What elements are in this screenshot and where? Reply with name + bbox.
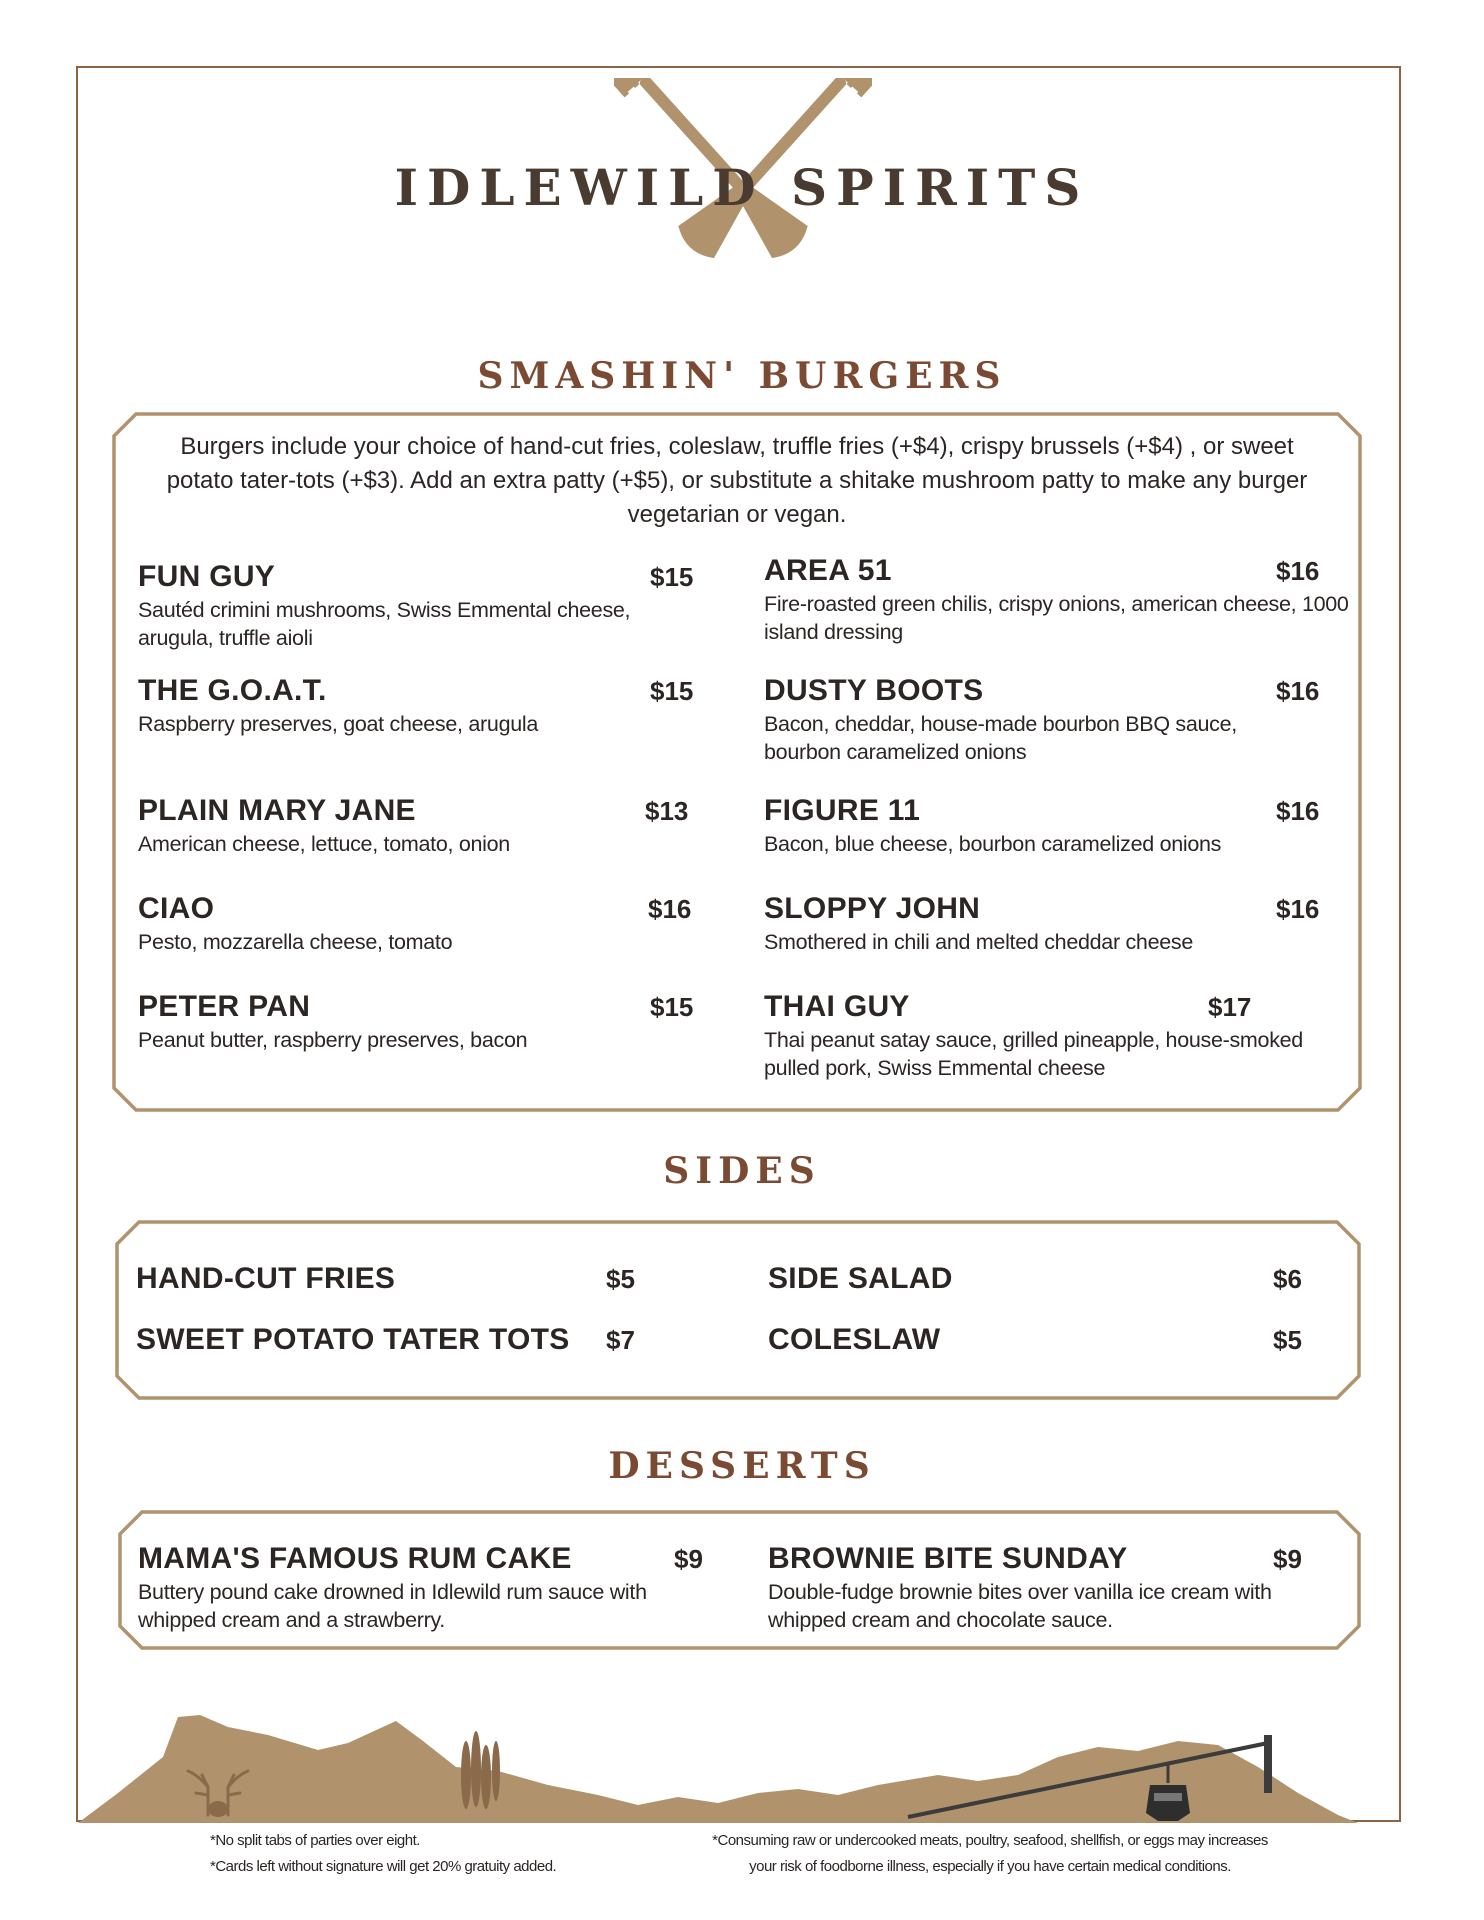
item-price: $9 <box>1273 1544 1302 1574</box>
item-description: Bacon, blue cheese, bourbon caramelized onions <box>764 832 1222 856</box>
item-price: $16 <box>1276 676 1320 706</box>
burgers-section-title: SMASHIN' BURGERS <box>477 355 1007 397</box>
panel-border <box>115 1220 1361 1400</box>
sides-section-title: SIDES <box>663 1150 821 1192</box>
item-description: Pesto, mozzarella cheese, tomato <box>138 930 453 954</box>
footer-note: *Consuming raw or undercooked meats, poultry, seafood, shellfish, or eggs may increases <box>712 1832 1268 1849</box>
item-name: PETER PAN <box>138 990 311 1023</box>
item-description: Sautéd crimini mushrooms, Swiss Emmental cheese, arugula, truffle aioli <box>138 598 631 650</box>
item-price: $16 <box>1276 796 1320 826</box>
item-name: DUSTY BOOTS <box>764 674 984 707</box>
item-description: Thai peanut satay sauce, grilled pineapple, house-smoked pulled pork, Swiss Emmental cheese <box>764 1028 1303 1080</box>
item-name: PLAIN MARY JANE <box>138 794 416 827</box>
item-price: $16 <box>648 894 692 924</box>
item-name: AREA 51 <box>764 554 892 587</box>
item-price: $6 <box>1273 1264 1302 1294</box>
item-description: Buttery pound cake drowned in Idlewild rum sauce with whipped cream and a strawberry. <box>138 1580 647 1632</box>
item-description: American cheese, lettuce, tomato, onion <box>138 832 510 856</box>
item-name: SLOPPY JOHN <box>764 892 981 925</box>
footer-note: your risk of foodborne illness, especially if you have certain medical conditions. <box>749 1858 1231 1875</box>
footer-note: *No split tabs of parties over eight. <box>210 1832 420 1849</box>
item-price: $9 <box>674 1544 703 1574</box>
footer-notes-right <box>680 1828 1300 1880</box>
item-name: FUN GUY <box>138 560 276 593</box>
item-name: COLESLAW <box>768 1323 941 1356</box>
item-description: Peanut butter, raspberry preserves, bacon <box>138 1028 528 1052</box>
item-price: $13 <box>645 796 689 826</box>
sides-panel <box>115 1220 1361 1400</box>
footer-notes-left <box>210 1828 556 1880</box>
item-name: THE G.O.A.T. <box>138 674 327 707</box>
item-price: $17 <box>1208 992 1252 1022</box>
item-description: Smothered in chili and melted cheddar cheese <box>764 930 1194 954</box>
item-description: Fire-roasted green chilis, crispy onions, american cheese, 1000 island dressing <box>764 592 1349 644</box>
desserts-section-title: DESSERTS <box>608 1445 876 1487</box>
brand-name: IDLEWILD SPIRITS <box>394 158 1090 217</box>
item-price: $5 <box>606 1264 635 1294</box>
item-price: $15 <box>650 992 694 1022</box>
burgers-intro: Burgers include your choice of hand-cut fries, coleslaw, truffle fries (+$4), crispy brussels (+$4) , or sweet potato tater-tots (+$3). Add an extra patty (+$5), or substitute a shitake mushroom patty to make any burger vegetarian or vegan. <box>166 433 1308 528</box>
item-price: $16 <box>1276 894 1320 924</box>
item-name: THAI GUY <box>764 990 910 1023</box>
item-name: CIAO <box>138 892 215 925</box>
item-name: SIDE SALAD <box>768 1262 953 1295</box>
mountain-landscape <box>78 1705 1402 1823</box>
item-name: BROWNIE BITE SUNDAY <box>768 1542 1128 1575</box>
item-name: FIGURE 11 <box>764 794 921 827</box>
item-description: Double-fudge brownie bites over vanilla ice cream with whipped cream and chocolate sauce. <box>768 1580 1272 1632</box>
item-price: $15 <box>650 676 694 706</box>
item-description: Bacon, cheddar, house-made bourbon BBQ sauce, bourbon caramelized onions <box>764 712 1237 764</box>
desserts-panel <box>118 1510 1361 1650</box>
item-price: $15 <box>650 562 694 592</box>
item-name: MAMA'S FAMOUS RUM CAKE <box>138 1542 572 1575</box>
burgers-panel <box>112 412 1362 1112</box>
item-price: $16 <box>1276 556 1320 586</box>
item-name: SWEET POTATO TATER TOTS <box>136 1323 570 1356</box>
item-price: $7 <box>606 1325 635 1355</box>
item-price: $5 <box>1273 1325 1302 1355</box>
item-name: HAND-CUT FRIES <box>136 1262 396 1295</box>
footer-note: *Cards left without signature will get 20% gratuity added. <box>210 1858 557 1875</box>
item-description: Raspberry preserves, goat cheese, arugula <box>138 712 539 736</box>
